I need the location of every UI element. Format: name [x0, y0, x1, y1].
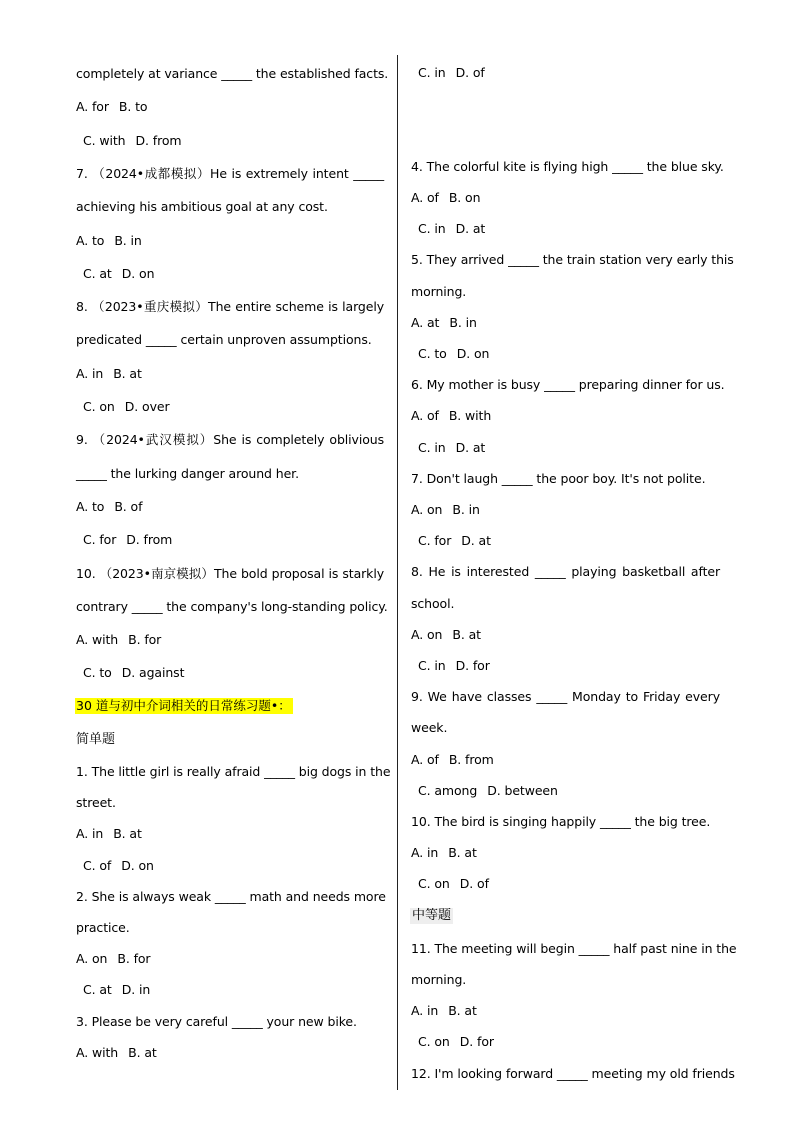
option-label: C. on [83, 399, 115, 414]
option-label: D. on [121, 858, 154, 873]
option-label: A. on [411, 627, 443, 642]
question-text: 4. The colorful kite is flying high _____ the blue sky. [411, 159, 724, 174]
answer-options [411, 1003, 720, 1019]
option-label: C. at [83, 982, 112, 997]
question-text: 6. My mother is busy _____ preparing dinner for us. [411, 377, 725, 392]
question-text: 7. Don't laugh _____ the poor boy. It's not polite. [411, 471, 706, 486]
answer-options [76, 665, 384, 681]
answer-options [411, 752, 720, 768]
option-label: A. on [411, 502, 443, 517]
option-label: A. of [411, 752, 439, 767]
question-text: predicated _____ certain unproven assumptions. [76, 332, 372, 347]
option-label: D. against [121, 665, 185, 680]
option-label: A. with [76, 1045, 119, 1060]
option-label: B. on [448, 190, 481, 205]
question-text: achieving his ambitious goal at any cost. [76, 199, 328, 214]
section-heading: 30 道与初中介词相关的日常练习题•： [76, 698, 291, 713]
option-label: C. in [418, 440, 446, 455]
option-label: A. at [411, 315, 440, 330]
option-label: D. at [461, 533, 491, 548]
option-label: B. at [128, 1045, 157, 1060]
question-text: 12. I'm looking forward _____ meeting my old friends [411, 1066, 735, 1081]
question-text: morning. [411, 284, 467, 299]
answer-options [411, 658, 720, 674]
option-label: D. over [124, 399, 170, 414]
answer-options [76, 826, 384, 842]
answer-options [76, 266, 384, 282]
option-label: D. from [126, 532, 173, 547]
option-label: C. in [418, 221, 446, 236]
answer-options [411, 440, 720, 456]
answer-options [411, 346, 720, 362]
answer-options [76, 233, 384, 249]
question-text: 8. （2023•重庆模拟）The entire scheme is largely [76, 299, 384, 314]
question-text: 3. Please be very careful _____ your new bike. [76, 1014, 357, 1029]
answer-options [76, 99, 384, 115]
option-label: D. of [455, 65, 485, 80]
option-label: A. in [76, 826, 104, 841]
question-text: practice. [76, 920, 130, 935]
answer-options [76, 499, 384, 515]
option-label: A. for [76, 99, 109, 114]
option-label: B. in [449, 315, 477, 330]
option-label: C. for [418, 533, 452, 548]
option-label: C. for [83, 532, 117, 547]
option-label: D. on [456, 346, 490, 361]
option-label: C. to [418, 346, 447, 361]
option-label: B. at [448, 1003, 477, 1018]
option-label: A. of [411, 190, 439, 205]
answer-options [76, 951, 384, 967]
option-label: C. among [418, 783, 478, 798]
option-label: C. on [418, 1034, 450, 1049]
option-label: C. in [418, 65, 446, 80]
option-label: B. at [113, 826, 142, 841]
option-label: C. with [83, 133, 126, 148]
question-text: school. [411, 596, 455, 611]
question-text: 9. We have classes _____ Monday to Friday every [411, 689, 720, 704]
question-text: 2. She is always weak _____ math and needs more [76, 889, 386, 904]
question-text: 1. The little girl is really afraid _____ big dogs in the [76, 764, 391, 779]
answer-options [76, 366, 384, 382]
answer-options [411, 408, 720, 424]
answer-options [411, 502, 720, 518]
option-label: C. at [83, 266, 112, 281]
option-label: B. with [448, 408, 492, 423]
difficulty-subheading: 简单题 [76, 732, 116, 747]
question-text: _____ the lurking danger around her. [76, 466, 299, 481]
option-label: D. on [121, 266, 155, 281]
question-text: 10. （2023•南京模拟）The bold proposal is starkly [76, 566, 384, 581]
question-text: 5. They arrived _____ the train station very early this [411, 252, 734, 267]
option-label: B. in [114, 233, 142, 248]
option-label: B. at [452, 627, 481, 642]
answer-options [76, 632, 384, 648]
option-label: B. at [113, 366, 142, 381]
answer-options [76, 133, 384, 149]
option-label: C. on [418, 876, 450, 891]
answer-options [411, 533, 720, 549]
answer-options [76, 982, 384, 998]
option-label: A. to [76, 233, 105, 248]
question-text: week. [411, 720, 448, 735]
option-label: A. to [76, 499, 105, 514]
option-label: B. from [448, 752, 494, 767]
question-text: contrary _____ the company's long-standing policy. [76, 599, 388, 614]
answer-options [76, 858, 384, 874]
option-label: C. in [418, 658, 446, 673]
option-label: C. of [83, 858, 112, 873]
answer-options [411, 783, 720, 799]
question-text: street. [76, 795, 116, 810]
question-text: 11. The meeting will begin _____ half past nine in the [411, 941, 737, 956]
answer-options [411, 1034, 720, 1050]
answer-options [411, 876, 720, 892]
question-text: morning. [411, 972, 467, 987]
question-text: 10. The bird is singing happily _____ the big tree. [411, 814, 711, 829]
answer-options [76, 1045, 384, 1061]
option-label: D. between [487, 783, 558, 798]
answer-options [411, 627, 720, 643]
option-label: D. from [135, 133, 182, 148]
difficulty-subheading: 中等题 [412, 908, 452, 923]
question-text: 9. （2024•武汉模拟）She is completely oblivious [76, 432, 384, 447]
question-text: completely at variance _____ the established facts. [76, 66, 389, 81]
option-label: B. at [448, 845, 477, 860]
question-text: 8. He is interested _____ playing basketball after [411, 564, 720, 579]
option-label: B. in [452, 502, 480, 517]
answer-options [76, 532, 384, 548]
option-label: B. to [118, 99, 148, 114]
option-label: D. for [455, 658, 490, 673]
answer-options [411, 190, 720, 206]
option-label: D. for [459, 1034, 494, 1049]
answer-options [411, 65, 720, 81]
column-divider [397, 55, 398, 1090]
answer-options [76, 399, 384, 415]
option-label: D. at [455, 440, 486, 455]
option-label: A. in [76, 366, 104, 381]
option-label: D. at [455, 221, 486, 236]
option-label: A. in [411, 1003, 439, 1018]
option-label: B. of [114, 499, 143, 514]
question-text: 7. （2024•成都模拟）He is extremely intent _____ [76, 166, 384, 181]
option-label: C. to [83, 665, 112, 680]
option-label: D. of [459, 876, 489, 891]
answer-options [411, 315, 720, 331]
answer-options [411, 221, 720, 237]
option-label: D. in [121, 982, 151, 997]
option-label: B. for [128, 632, 162, 647]
option-label: B. for [117, 951, 151, 966]
option-label: A. of [411, 408, 439, 423]
option-label: A. on [76, 951, 108, 966]
option-label: A. in [411, 845, 439, 860]
answer-options [411, 845, 720, 861]
option-label: A. with [76, 632, 119, 647]
